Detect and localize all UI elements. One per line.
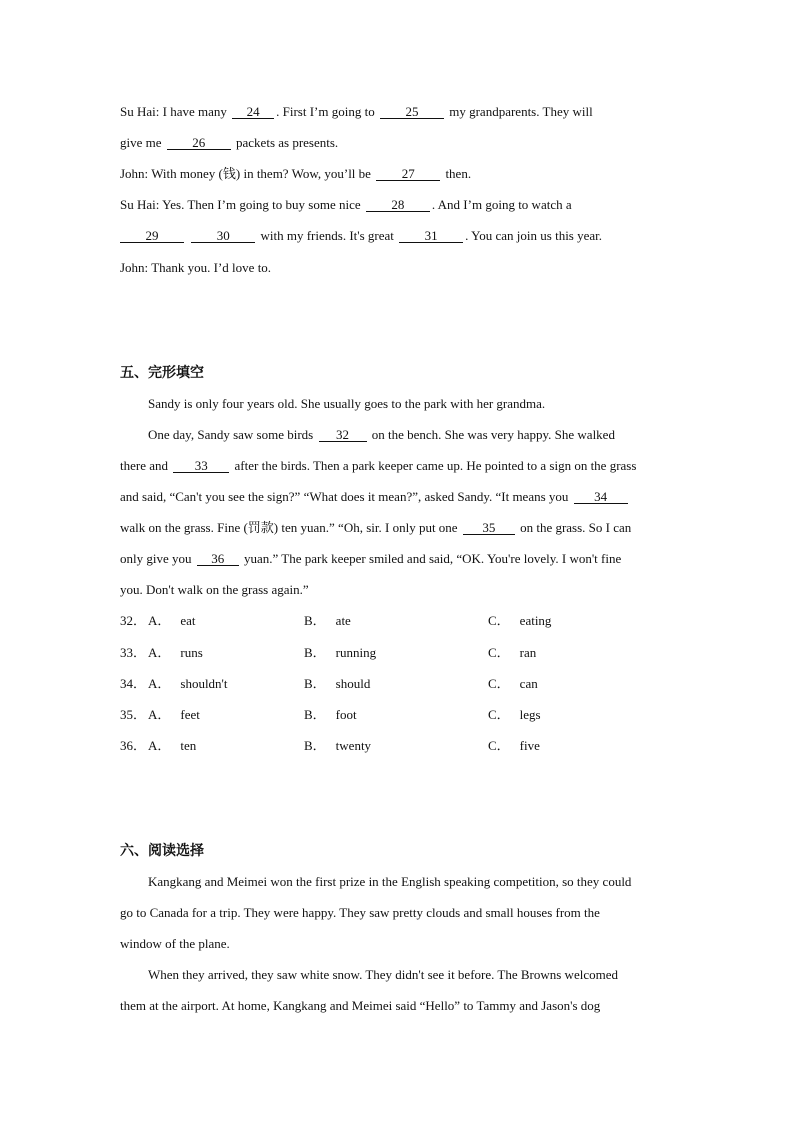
reading-line-5: them at the airport. At home, Kangkang and Meimei said “Hello” to Tammy and Jason's dog	[120, 998, 601, 1013]
option-b[interactable]	[304, 738, 371, 754]
option-letter: C．	[488, 707, 510, 722]
option-text: shouldn't	[180, 676, 228, 691]
cloze-line-2	[148, 427, 615, 443]
cloze-paragraph-1: Sandy is only four years old. She usually goes to the park with her grandma.	[148, 396, 546, 411]
option-b[interactable]	[304, 676, 370, 692]
option-c[interactable]	[488, 676, 538, 692]
option-letter: C．	[488, 738, 510, 753]
dialogue-text: . First I’m going to	[276, 104, 375, 119]
question-number: 32．	[120, 613, 147, 628]
option-c[interactable]	[488, 707, 541, 723]
option-a[interactable]	[148, 738, 196, 754]
option-text: can	[519, 676, 538, 691]
dialogue-line-3	[120, 166, 471, 182]
option-a[interactable]	[148, 645, 203, 661]
cloze-line-4	[120, 489, 630, 505]
question-35	[120, 707, 740, 723]
dialogue-text: I have many	[162, 104, 227, 119]
question-34	[120, 676, 740, 692]
cloze-line-3	[120, 458, 636, 474]
cloze-text: after the birds. Then a park keeper came up. He pointed to a sign on the grass	[234, 458, 637, 473]
cloze-text: yuan.” The park keeper smiled and said, “OK. You're lovely. I won't fine	[244, 551, 622, 566]
question-32	[120, 613, 740, 629]
cloze-text: on the grass. So I can	[520, 520, 632, 535]
option-c[interactable]	[488, 645, 536, 661]
dialogue-text: . And I’m going to watch a	[431, 197, 572, 212]
speaker-john: John:	[120, 166, 149, 181]
cloze-text: on the bench. She was very happy. She walked	[371, 427, 615, 442]
reading-line-3: window of the plane.	[120, 936, 230, 951]
blank-24[interactable]: 24	[232, 105, 274, 119]
blank-36[interactable]: 36	[197, 552, 239, 566]
option-letter: C．	[488, 645, 510, 660]
option-c[interactable]	[488, 613, 551, 629]
dialogue-line-5	[120, 228, 602, 244]
cloze-text: there and	[120, 458, 169, 473]
option-text: ten	[180, 738, 197, 753]
option-text: eating	[519, 613, 552, 628]
cloze-line-6	[120, 551, 621, 567]
option-letter: A．	[148, 645, 171, 660]
speaker-su-hai: Su Hai:	[120, 197, 160, 212]
option-letter: A．	[148, 676, 171, 691]
reading-line-4: When they arrived, they saw white snow. They didn't see it before. The Browns welcomed	[148, 967, 618, 982]
blank-32[interactable]: 32	[319, 428, 367, 442]
option-text: legs	[519, 707, 541, 722]
question-33	[120, 645, 740, 661]
dialogue-line-6	[120, 260, 271, 276]
blank-30[interactable]: 30	[191, 229, 255, 243]
option-a[interactable]	[148, 613, 196, 629]
dialogue-text: give me	[120, 135, 162, 150]
option-text: ran	[519, 645, 537, 660]
option-letter: B．	[304, 738, 326, 753]
option-letter: B．	[304, 707, 326, 722]
question-number: 34．	[120, 676, 147, 691]
cloze-line-7: you. Don't walk on the grass again.”	[120, 582, 309, 597]
question-number: 35．	[120, 707, 147, 722]
section-heading-reading: 六、阅读选择	[120, 843, 204, 859]
option-text: foot	[335, 707, 357, 722]
option-letter: B．	[304, 645, 326, 660]
option-text: should	[335, 676, 371, 691]
dialogue-text: With money (钱) in them? Wow, you’ll be	[151, 166, 371, 181]
cloze-text: One day, Sandy saw some birds	[148, 427, 314, 442]
option-text: runs	[180, 645, 203, 660]
blank-28[interactable]: 28	[366, 198, 430, 212]
option-letter: B．	[304, 613, 326, 628]
option-text: running	[335, 645, 377, 660]
cloze-text: only give you	[120, 551, 192, 566]
option-b[interactable]	[304, 645, 376, 661]
question-36	[120, 738, 740, 754]
dialogue-text: Yes. Then I’m going to buy some nice	[162, 197, 361, 212]
section-heading-cloze: 五、完形填空	[120, 365, 204, 381]
option-letter: A．	[148, 707, 171, 722]
blank-31[interactable]: 31	[399, 229, 463, 243]
reading-line-2: go to Canada for a trip. They were happy. They saw pretty clouds and small houses from the	[120, 905, 600, 920]
option-b[interactable]	[304, 613, 351, 629]
option-letter: A．	[148, 738, 171, 753]
dialogue-line-4	[120, 197, 572, 213]
option-letter: C．	[488, 676, 510, 691]
option-letter: A．	[148, 613, 171, 628]
dialogue-text: with my friends. It's great	[260, 228, 394, 243]
blank-27[interactable]: 27	[376, 167, 440, 181]
cloze-text: and said, “Can't you see the sign?” “What does it mean?”, asked Sandy. “It means you	[120, 489, 569, 504]
cloze-text: walk on the grass. Fine (罚款) ten yuan.” “Oh, sir. I only put one	[120, 520, 458, 535]
blank-29[interactable]: 29	[120, 229, 184, 243]
option-b[interactable]	[304, 707, 357, 723]
option-letter: C．	[488, 613, 510, 628]
question-number: 36．	[120, 738, 147, 753]
option-text: twenty	[335, 738, 372, 753]
blank-35[interactable]: 35	[463, 521, 515, 535]
speaker-john: John:	[120, 260, 149, 275]
dialogue-text: . You can join us this year.	[465, 228, 603, 243]
question-number: 33．	[120, 645, 147, 660]
option-text: feet	[180, 707, 200, 722]
dialogue-text: packets as presents.	[236, 135, 339, 150]
blank-25[interactable]: 25	[380, 105, 444, 119]
blank-33[interactable]: 33	[173, 459, 229, 473]
option-letter: B．	[304, 676, 326, 691]
dialogue-line-2	[120, 135, 338, 151]
blank-34[interactable]: 34	[574, 490, 628, 504]
option-text: ate	[335, 613, 351, 628]
dialogue-line-1	[120, 104, 593, 120]
dialogue-text: then.	[445, 166, 472, 181]
cloze-line-5	[120, 520, 631, 536]
option-text: five	[519, 738, 540, 753]
speaker-su-hai: Su Hai:	[120, 104, 160, 119]
option-text: eat	[180, 613, 196, 628]
dialogue-text: my grandparents. They will	[449, 104, 593, 119]
option-c[interactable]	[488, 738, 540, 754]
blank-26[interactable]: 26	[167, 136, 231, 150]
dialogue-text: Thank you. I’d love to.	[151, 260, 272, 275]
option-a[interactable]	[148, 707, 200, 723]
reading-line-1: Kangkang and Meimei won the first prize in the English speaking competition, so they could	[148, 874, 632, 889]
option-a[interactable]	[148, 676, 228, 692]
